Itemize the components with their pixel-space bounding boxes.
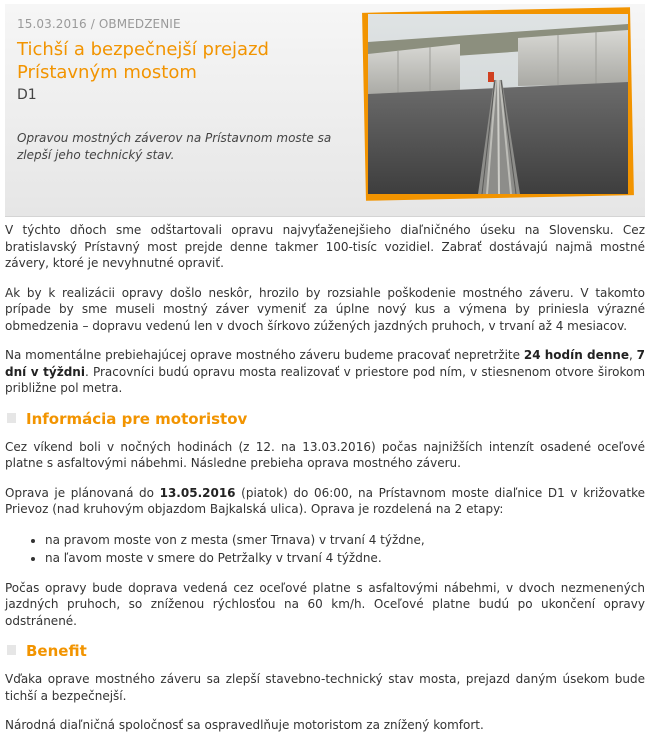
paragraph bbox=[5, 347, 645, 397]
section-title: Benefit bbox=[26, 642, 87, 660]
list-item: • na ľavom moste v smere do Petržalky v trvaní 4 týždne. bbox=[45, 549, 645, 567]
bridge-photo-illustration bbox=[368, 14, 628, 194]
paragraph-text: . Pracovníci budú opravu mosta realizovať v priestore pod ním, v stiesnenom otvore širokom približne pol metra. bbox=[5, 364, 646, 395]
paragraph: V týchto dňoch sme odštartovali opravu najvyťaženejšieho diaľničného úseku na Slovensku. Cez bratislavský Prístavný most prejde denne takmer 100-tisíc vozidiel. Zabrať dostávajú najmä mostné závery, ktoré je nevyhnutné opraviť. bbox=[5, 223, 645, 270]
emphasis-text: 24 hodín denne bbox=[523, 348, 629, 362]
paragraph: Ak by k realizácii opravy došlo neskôr, hrozilo by rozsiahle poškodenie mostného záveru. V takomto prípade by sme museli mostný záver vymeniť za úplne nový kus a výmena by priniesla výrazné obmedzenia – dopravu vedenú len v dvoch šírkovo zúžených jazdných pruhoch, v trvaní až 4 mesiacov. bbox=[5, 285, 645, 333]
article-perex: Opravou mostných záverov na Prístavnom moste sa zlepší jeho technický stav. bbox=[17, 131, 332, 162]
article-category[interactable]: OBMEDZENIE bbox=[98, 17, 181, 31]
emphasis-text: 7 dní v týždni bbox=[5, 348, 645, 379]
emphasis-text: 13.05.2016 bbox=[159, 485, 236, 500]
paragraph-text: (piatok) do 06:00, na Prístavnom moste diaľnice D1 v križovatke Prievoz (nad kruhovým objazdom Bajkalská ulica). Oprava je rozdelená na 2 etapy: bbox=[5, 485, 645, 516]
paragraph-text: Oprava je plánovaná do bbox=[5, 485, 160, 500]
paragraph bbox=[5, 485, 645, 518]
paragraph-text: , bbox=[628, 348, 637, 362]
paragraph: Počas opravy bude doprava vedená cez oceľové platne s asfaltovými nábehmi, v dvoch nezmenených jazdných pruhoch, so zníženou rýchlosťou na 60 km/h. Oceľové platne budú po ukončení opravy odstránené. bbox=[5, 580, 645, 628]
section-title: Informácia pre motoristov bbox=[26, 409, 248, 428]
paragraph: Národná diaľničná spoločnosť sa ospravedlňuje motoristom za znížený komfort. bbox=[5, 718, 484, 732]
article-date: 15.03.2016 bbox=[17, 17, 87, 31]
article-photo[interactable] bbox=[368, 14, 628, 194]
paragraph: Vďaka oprave mostného záveru sa zlepší stavebno-technický stav mosta, prejazd daným úsekom bude tichší a bezpečnejší. bbox=[5, 672, 645, 703]
paragraph-text: Na momentálne prebiehajúcej oprave mostného záveru budeme pracovať nepretržite bbox=[5, 348, 524, 362]
square-bullet-icon bbox=[7, 645, 16, 655]
article-meta bbox=[17, 16, 181, 32]
square-bullet-icon bbox=[7, 413, 16, 423]
stages-list bbox=[5, 531, 645, 567]
section-heading-benefit bbox=[5, 642, 645, 662]
paragraph: Cez víkend boli v nočných hodinách (z 12. na 13.03.2016) počas najnižších intenzít osadené oceľové platne s asfaltovými nábehmi. Následne prebieha oprava mostného záveru. bbox=[5, 439, 645, 470]
list-item: • na pravom moste von z mesta (smer Trnava) v trvaní 4 týždne, bbox=[45, 531, 645, 549]
section-heading-motorists bbox=[5, 410, 645, 430]
article-body bbox=[5, 222, 645, 747]
road-label: D1 bbox=[17, 87, 37, 103]
article-title: Tichší a bezpečnejší prejazd Prístavným mostom bbox=[17, 39, 269, 83]
meta-separator: / bbox=[90, 17, 95, 31]
